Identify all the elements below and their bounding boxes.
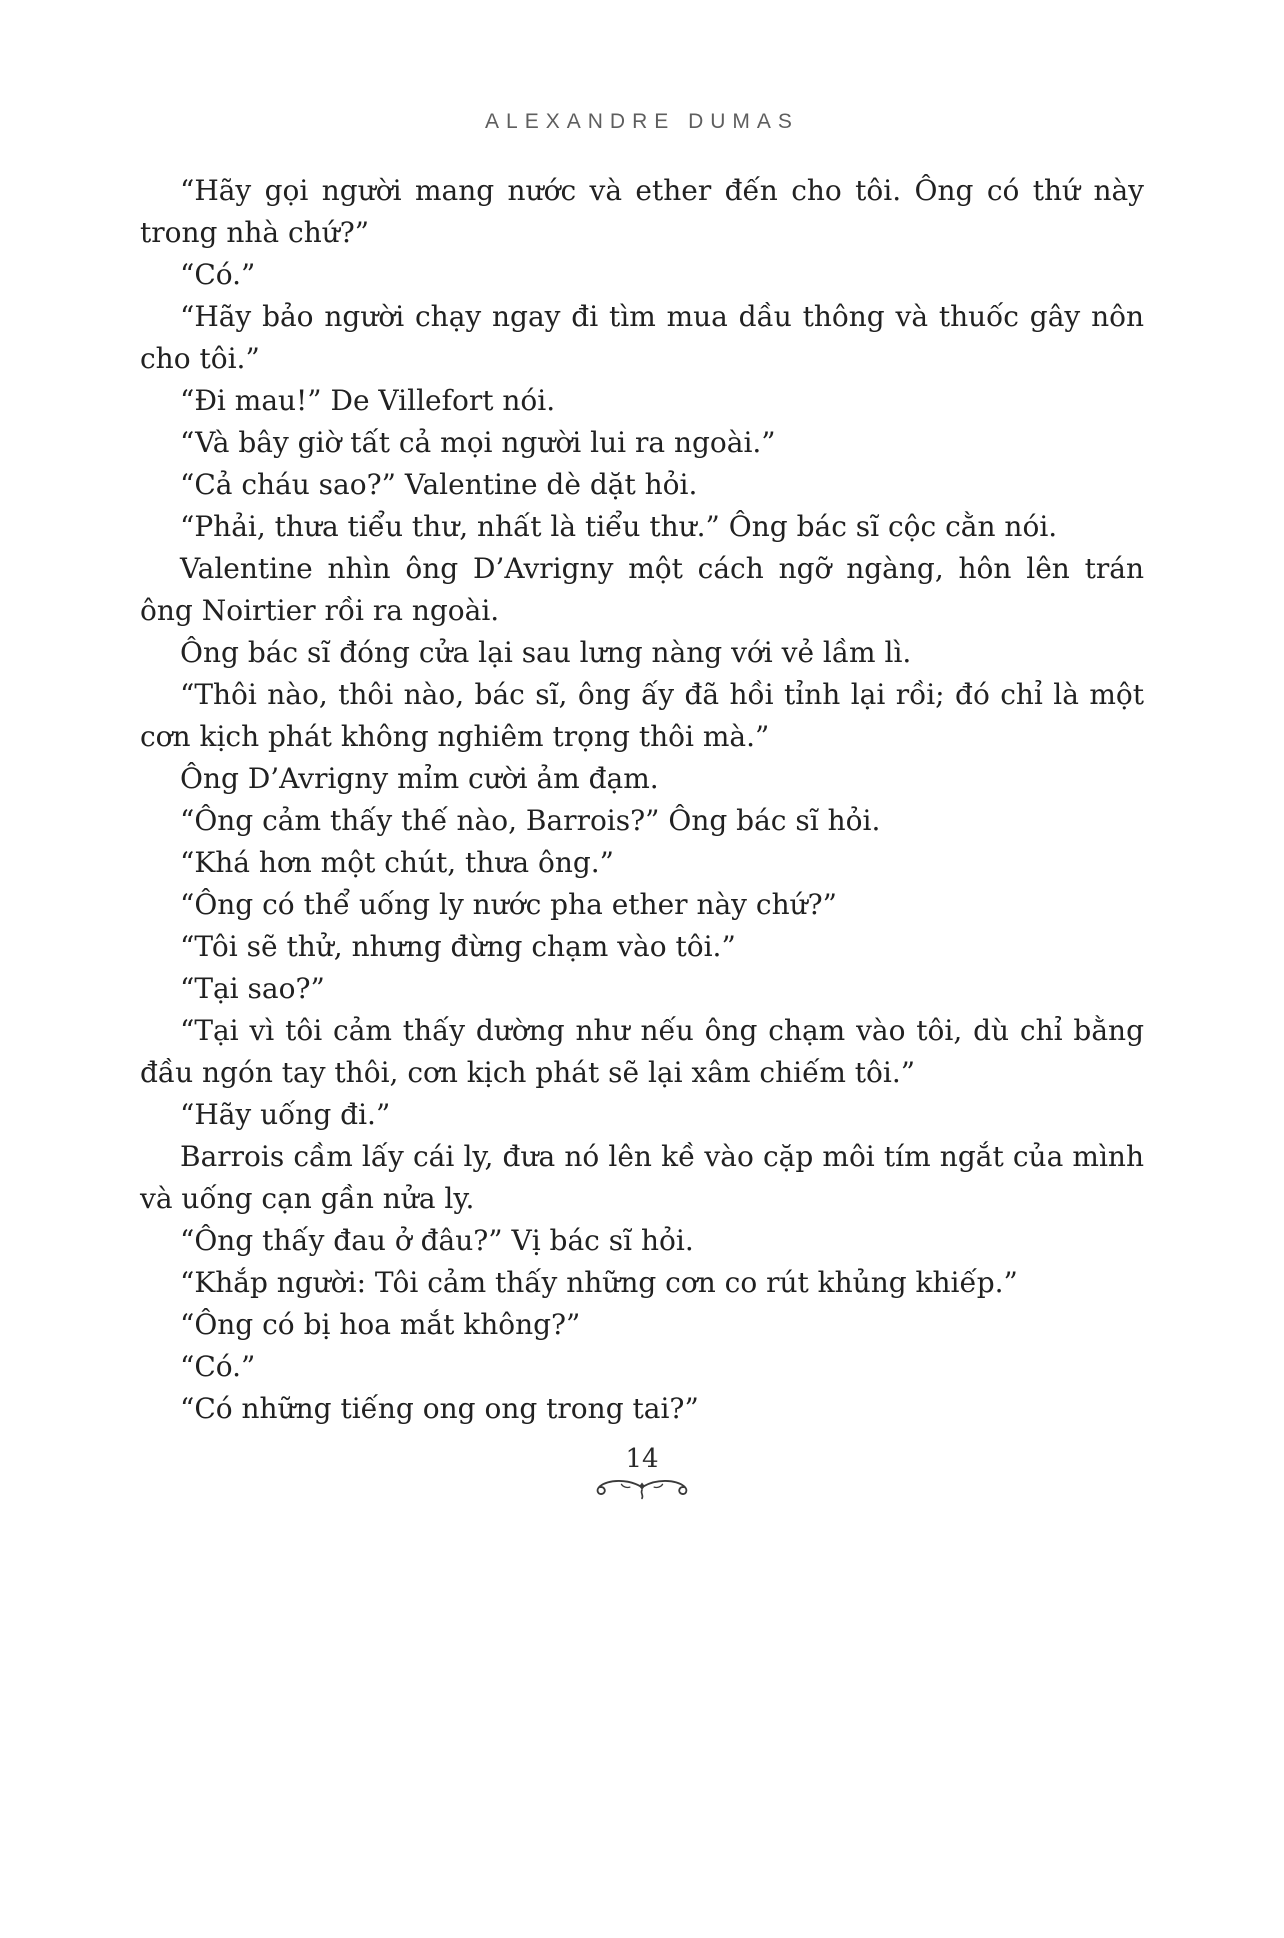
paragraph: “Cả cháu sao?” Valentine dè dặt hỏi. xyxy=(180,468,698,501)
paragraph: “Ông cảm thấy thế nào, Barrois?” Ông bác sĩ hỏi. xyxy=(180,804,881,837)
paragraph: “Hãy bảo người chạy ngay đi tìm mua dầu thông và thuốc gây nôn cho tôi.” xyxy=(140,300,1144,375)
paragraph: “Hãy gọi người mang nước và ether đến cho tôi. Ông có thứ này trong nhà chứ?” xyxy=(140,174,1144,249)
paragraph: Ông bác sĩ đóng cửa lại sau lưng nàng với vẻ lầm lì. xyxy=(180,636,912,669)
paragraph: “Tại sao?” xyxy=(180,972,325,1005)
paragraph: “Ông có thể uống ly nước pha ether này chứ?” xyxy=(180,888,837,921)
paragraph: “Hãy uống đi.” xyxy=(180,1098,391,1131)
paragraph: “Tôi sẽ thử, nhưng đừng chạm vào tôi.” xyxy=(180,930,736,963)
paragraph: “Và bây giờ tất cả mọi người lui ra ngoài.” xyxy=(180,426,776,459)
paragraph: “Phải, thưa tiểu thư, nhất là tiểu thư.” Ông bác sĩ cộc cằn nói. xyxy=(180,510,1058,543)
paragraph: Valentine nhìn ông D’Avrigny một cách ngỡ ngàng, hôn lên trán ông Noirtier rồi ra ngoài. xyxy=(140,552,1144,627)
paragraph: “Có những tiếng ong ong trong tai?” xyxy=(180,1392,699,1425)
page-number: 14 xyxy=(625,1444,659,1474)
paragraph: “Khắp người: Tôi cảm thấy những cơn co rút khủng khiếp.” xyxy=(180,1266,1018,1299)
running-header: ALEXANDRE DUMAS xyxy=(485,110,799,133)
paragraph: “Ông thấy đau ở đâu?” Vị bác sĩ hỏi. xyxy=(180,1224,694,1257)
body-text xyxy=(140,170,1144,1430)
paragraph: “Có.” xyxy=(180,1350,256,1383)
paragraph: Ông D’Avrigny mỉm cười ảm đạm. xyxy=(180,762,659,795)
paragraph: “Ông có bị hoa mắt không?” xyxy=(180,1308,581,1341)
paragraph: “Có.” xyxy=(180,258,256,291)
paragraph: “Khá hơn một chút, thưa ông.” xyxy=(180,846,614,879)
page-footer xyxy=(140,1444,1144,1502)
footer-flourish-icon xyxy=(586,1476,698,1502)
paragraph: “Thôi nào, thôi nào, bác sĩ, ông ấy đã hồi tỉnh lại rồi; đó chỉ là một cơn kịch phát không nghiêm trọng thôi mà.” xyxy=(140,678,1144,753)
paragraph: “Đi mau!” De Villefort nói. xyxy=(180,384,556,417)
paragraph: Barrois cầm lấy cái ly, đưa nó lên kề vào cặp môi tím ngắt của mình và uống cạn gần nửa ly. xyxy=(140,1140,1144,1215)
paragraph: “Tại vì tôi cảm thấy dường như nếu ông chạm vào tôi, dù chỉ bằng đầu ngón tay thôi, cơn kịch phát sẽ lại xâm chiếm tôi.” xyxy=(140,1014,1144,1089)
